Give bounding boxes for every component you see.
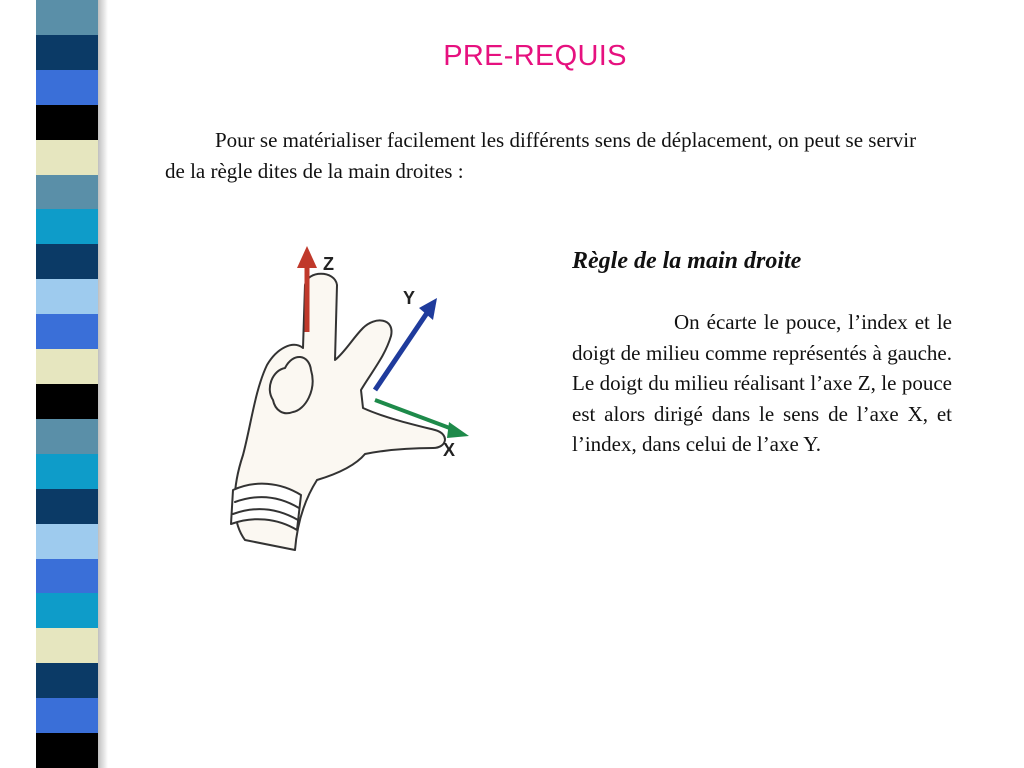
axis-y-label: Y [403, 288, 416, 308]
stripe-segment [36, 663, 98, 698]
stripe-segment [36, 105, 98, 140]
stripe-segment [36, 559, 98, 594]
decorative-stripe-bar [36, 0, 98, 768]
stripe-segment [36, 733, 98, 768]
axis-x-label: X [443, 440, 456, 460]
axis-z-arrowhead [297, 246, 317, 268]
stripe-bar-shadow [98, 0, 108, 768]
axis-x-arrowhead [447, 422, 469, 438]
stripe-segment [36, 175, 98, 210]
slide-title: PRE-REQUIS [443, 40, 627, 72]
stripe-segment [36, 70, 98, 105]
hand-drawing [231, 274, 445, 550]
right-hand-rule-illustration [185, 240, 485, 590]
stripe-segment [36, 524, 98, 559]
stripe-segment [36, 279, 98, 314]
stripe-segment [36, 628, 98, 663]
stripe-segment [36, 140, 98, 175]
intro-paragraph: Pour se matérialiser facilement les différents sens de déplacement, on peut se servir de la règle dites de la main droites : [165, 128, 917, 183]
stripe-segment [36, 0, 98, 35]
stripe-segment [36, 419, 98, 454]
axis-z-label: Z [323, 254, 334, 274]
stripe-segment [36, 314, 98, 349]
stripe-segment [36, 349, 98, 384]
stripe-segment [36, 593, 98, 628]
rule-explanation: On écarte le pouce, l’index et le doigt de milieu comme représentés à gauche. Le doigt du milieu réalisant l’axe Z, le pouce est alors dirigé dans le sens de l’axe X, et l’index, dans celui de l’axe Y. [572, 310, 952, 456]
rule-heading: Règle de la main droite [572, 248, 802, 274]
stripe-segment [36, 489, 98, 524]
stripe-segment [36, 209, 98, 244]
stripe-segment [36, 384, 98, 419]
stripe-segment [36, 698, 98, 733]
stripe-segment [36, 454, 98, 489]
stripe-segment [36, 244, 98, 279]
